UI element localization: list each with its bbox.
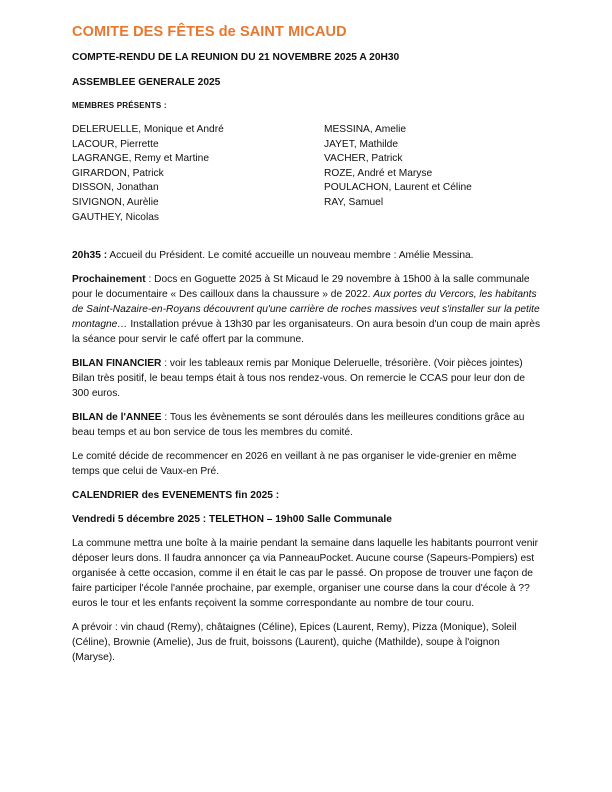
member-name: ROZE, André et Maryse bbox=[324, 167, 433, 179]
member-name: GAUTHEY, Nicolas bbox=[72, 211, 159, 223]
paragraph-decision: Le comité décide de recommencer en 2026 en veillant à ne pas organiser le vide-grenier en même temps que celui de Vaux-en Pré. bbox=[72, 451, 517, 477]
paragraph-a-prevoir: A prévoir : vin chaud (Remy), châtaignes (Céline), Epices (Laurent, Remy), Pizza (Monique), Soleil (Céline), Brownie (Amelie), Jus de fruit, boissons (Laurent), quiche (Mathilde), soupe à l'oignon (Maryse). bbox=[72, 622, 517, 663]
member-name: VACHER, Patrick bbox=[324, 153, 403, 165]
document-title: COMITE DES FÊTES de SAINT MICAUD bbox=[72, 24, 347, 40]
paragraph-bilan-financier bbox=[72, 356, 544, 401]
members-heading: MEMBRES PRÉSENTS : bbox=[72, 101, 167, 110]
member-name: POULACHON, Laurent et Céline bbox=[324, 182, 472, 194]
event-heading: Vendredi 5 décembre 2025 : TELETHON – 19h00 Salle Communale bbox=[72, 514, 392, 525]
member-name: GIRARDON, Patrick bbox=[72, 167, 164, 179]
member-name: DISSON, Jonathan bbox=[72, 182, 159, 194]
minutes-body bbox=[72, 248, 544, 674]
member-name: LAGRANGE, Remy et Martine bbox=[72, 153, 210, 165]
bilan-annee-text: : Tous les évènements se sont déroulés dans les meilleures conditions grâce au beau temps et au bon service de tous les membres du comité. bbox=[72, 412, 525, 438]
member-name: RAY, Samuel bbox=[324, 196, 384, 208]
prochainement-italic: Aux portes du Vercors, les habitants de Saint-Nazaire-en-Royans découvrent qu'une carrière de roches massives veut s'installer sur la petite montagne… bbox=[72, 289, 540, 330]
members-list-left bbox=[72, 123, 224, 225]
accueil-text: Accueil du Président. Le comité accueille un nouveau membre : Amélie Messina. bbox=[107, 250, 474, 261]
calendrier-heading: CALENDRIER des EVENEMENTS fin 2025 : bbox=[72, 490, 280, 501]
paragraph-accueil bbox=[72, 248, 544, 263]
paragraph-bilan-annee bbox=[72, 410, 544, 440]
assembly-heading: ASSEMBLEE GENERALE 2025 bbox=[72, 77, 221, 88]
member-name: MESSINA, Amelie bbox=[324, 124, 407, 135]
prochainement-text: : Docs en Goguette 2025 à St Micaud le 29 novembre à 15h00 à la salle communale pour le documentaire « Des cailloux dans la chaussure » de 2022. bbox=[72, 274, 530, 300]
bilan-financier-label: BILAN FINANCIER bbox=[72, 358, 162, 369]
members-list-right bbox=[324, 123, 472, 211]
member-name: LACOUR, Pierrette bbox=[72, 138, 159, 150]
member-name: JAYET, Mathilde bbox=[324, 138, 398, 150]
prochainement-text-2: Installation prévue à 13h30 par les organisateurs. On aura besoin d'un coup de main après la séance pour servir le café offert par la commune. bbox=[72, 319, 541, 345]
paragraph-prochainement bbox=[72, 272, 544, 347]
member-name: DELERUELLE, Monique et André bbox=[72, 124, 224, 135]
prochainement-label: Prochainement bbox=[72, 274, 146, 285]
meeting-heading: COMPTE-RENDU DE LA REUNION DU 21 NOVEMBRE 2025 A 20H30 bbox=[72, 52, 400, 63]
member-name: SIVIGNON, Aurèlie bbox=[72, 196, 159, 208]
accueil-label: 20h35 : bbox=[72, 250, 108, 261]
paragraph-event: La commune mettra une boîte à la mairie pendant la semaine dans laquelle les habitants pourront venir déposer leurs dons. Il faudra annoncer ça via PanneauPocket. Aucune course (Sapeurs-Pompiers) est organisée à cette occasion, comme il en était le cas par le passé. On propose de trouver une façon de faire participer l'école l'année prochaine, par exemple, organiser une course dans la cour d'école à ??euros le tour et les enfants reçoivent la somme correspondante au nombre de tour couru. bbox=[72, 538, 539, 609]
bilan-annee-label: BILAN de l'ANNEE bbox=[72, 412, 162, 423]
bilan-financier-text: : voir les tableaux remis par Monique Deleruelle, trésorière. (Voir pièces jointes) Bilan très positif, le beau temps était à tous nos rendez-vous. On remercie le CCAS pour leur don de 300 euros. bbox=[72, 358, 526, 399]
